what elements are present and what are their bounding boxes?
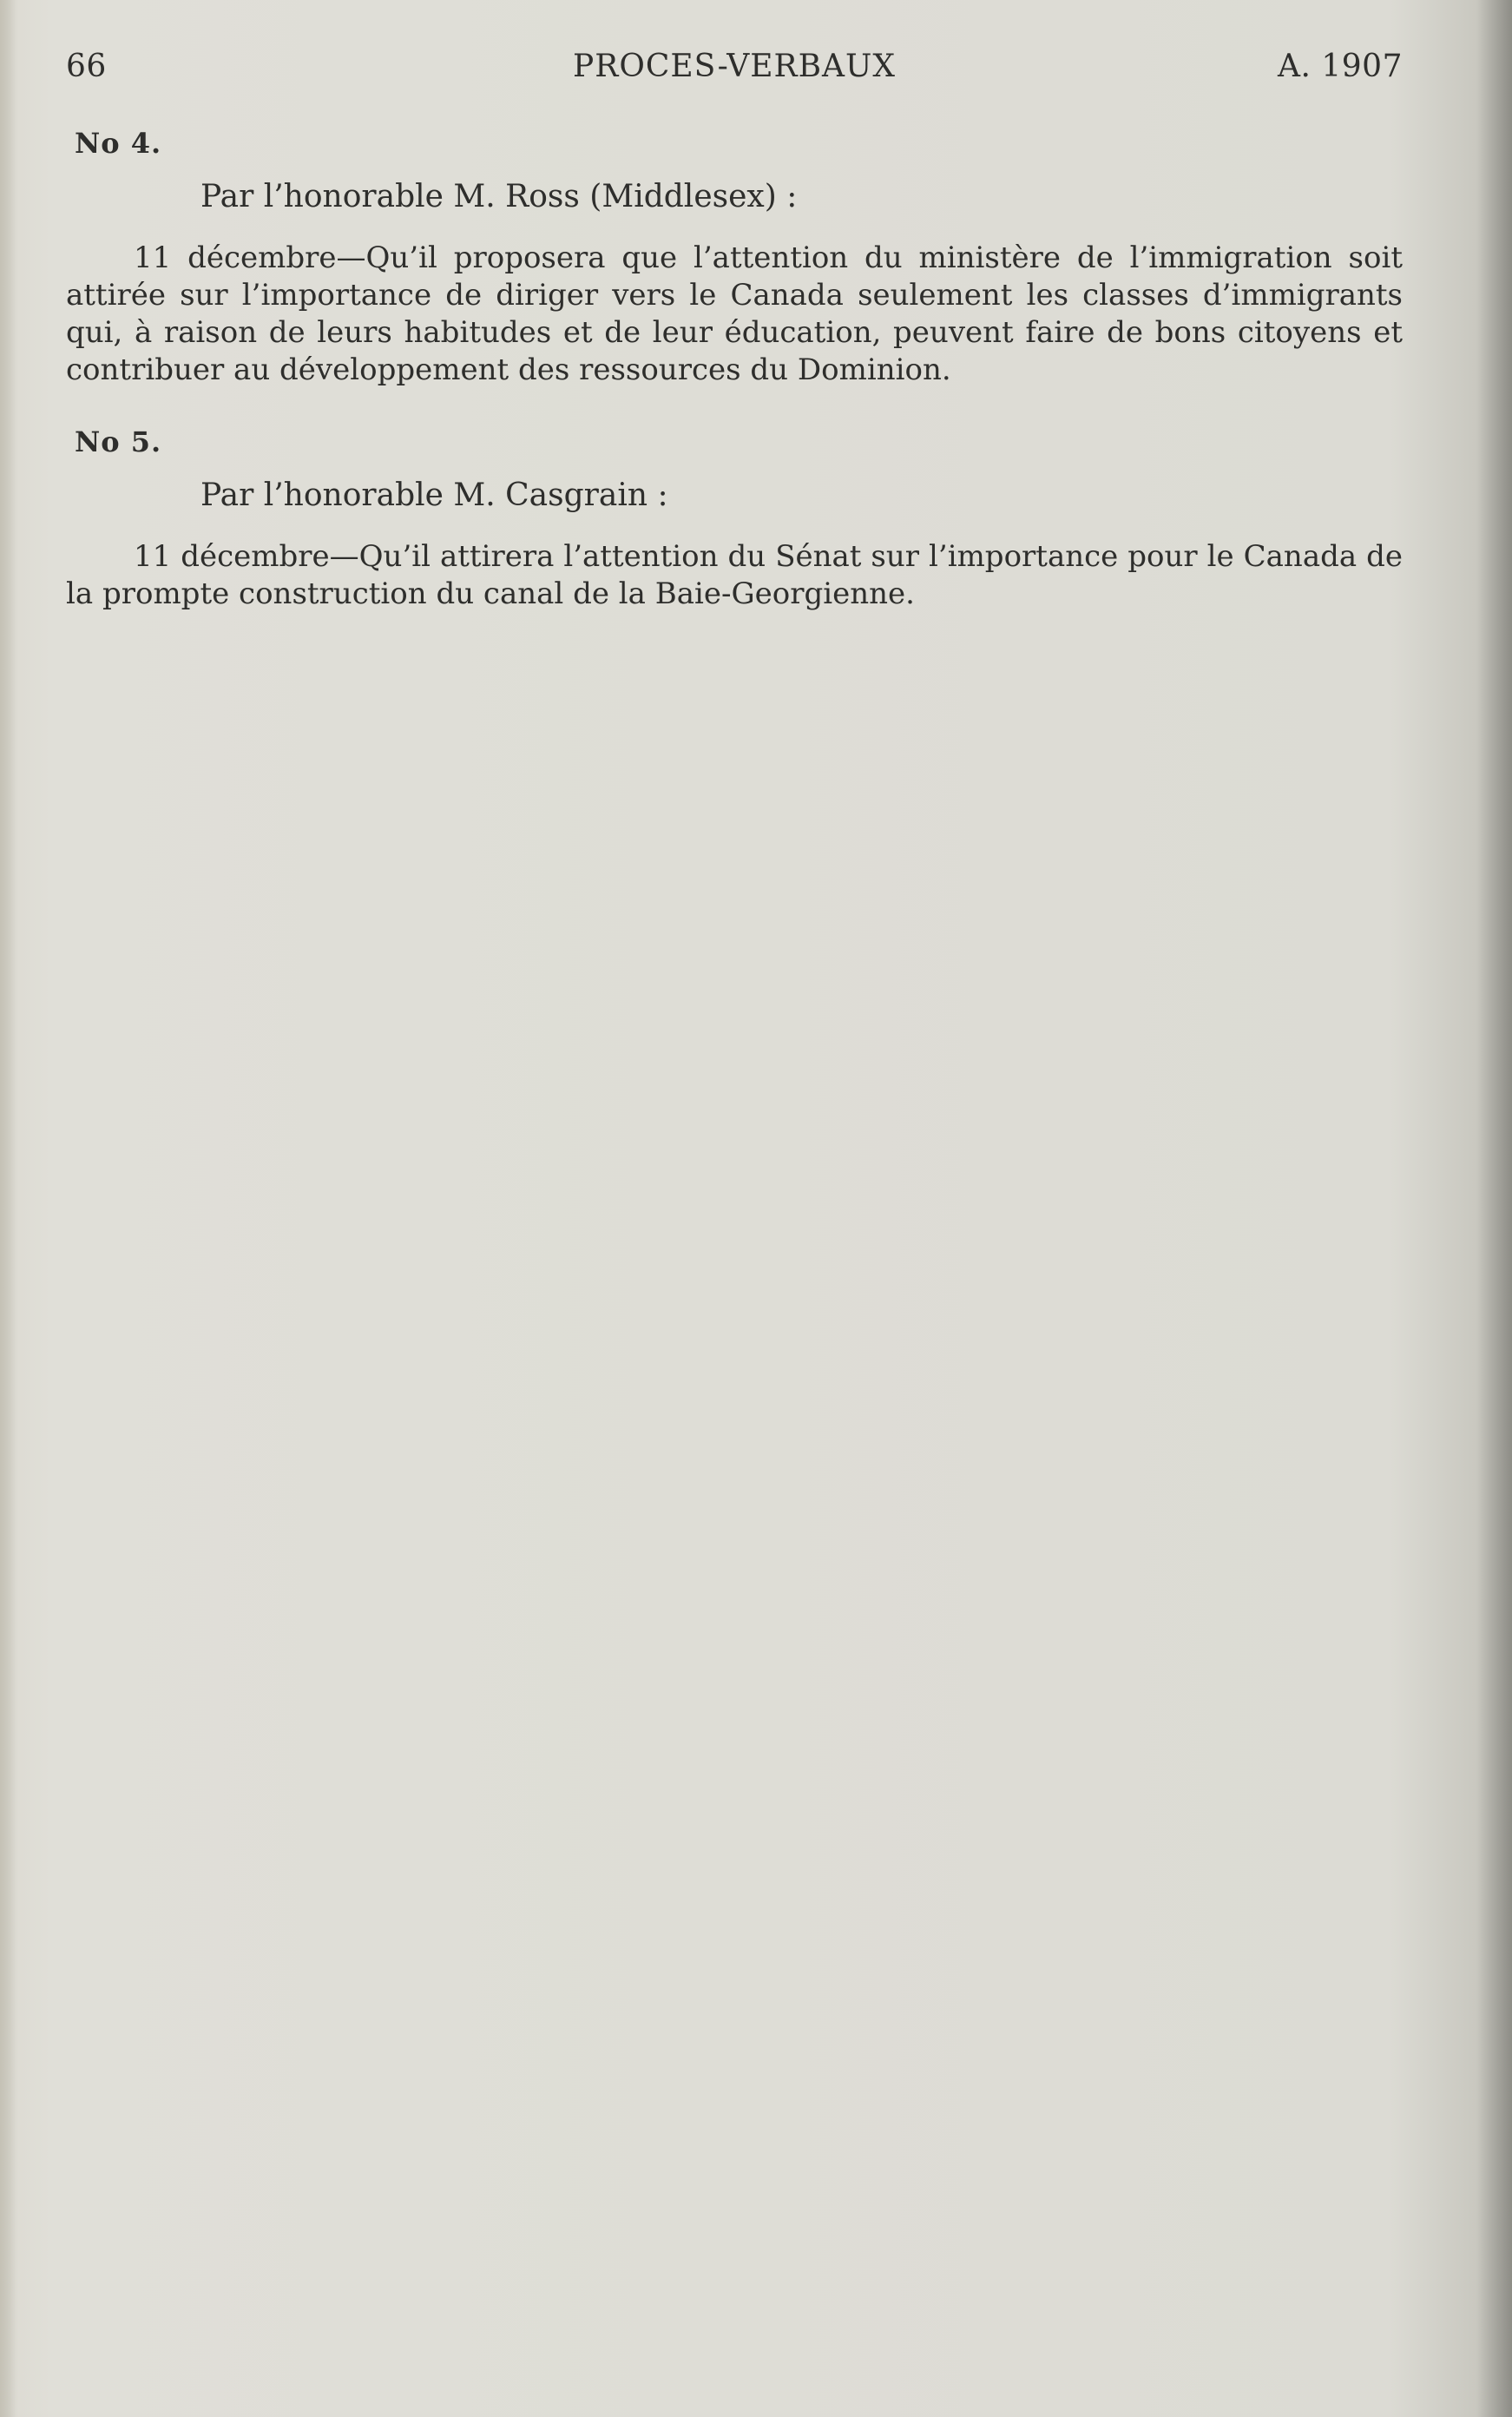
motion-number: No 4.: [75, 127, 162, 160]
motion-body: 11 décembre—Qu’il proposera que l’attention du ministère de l’immigration soit attirée sur l’importance de diriger vers le Canada seulement les classes d’immigrants qui, à raison de leurs habitudes et de leur éducation, peuvent faire de bons citoyens et contribuer au développement des ressources du Dominion.: [66, 240, 1403, 387]
motion-text: [66, 240, 1403, 389]
page-left-edge: [0, 0, 16, 2417]
motion-number: No 5.: [75, 425, 162, 458]
page-spine-shadow: [1477, 0, 1512, 2417]
session-year: A. 1907: [1277, 49, 1403, 84]
page-number: 66: [66, 49, 107, 84]
motion-body: 11 décembre—Qu’il attirera l’attention du Sénat sur l’importance pour le Canada de la prompte construction du canal de la Baie-Georgienne.: [66, 539, 1403, 611]
motion-text: [66, 538, 1403, 613]
motion-mover: Par l’honorable M. Ross (Middlesex) :: [201, 179, 798, 214]
page-header: [66, 49, 1403, 92]
running-title: PROCES-VERBAUX: [573, 49, 896, 84]
motion-mover: Par l’honorable M. Casgrain :: [201, 477, 668, 513]
